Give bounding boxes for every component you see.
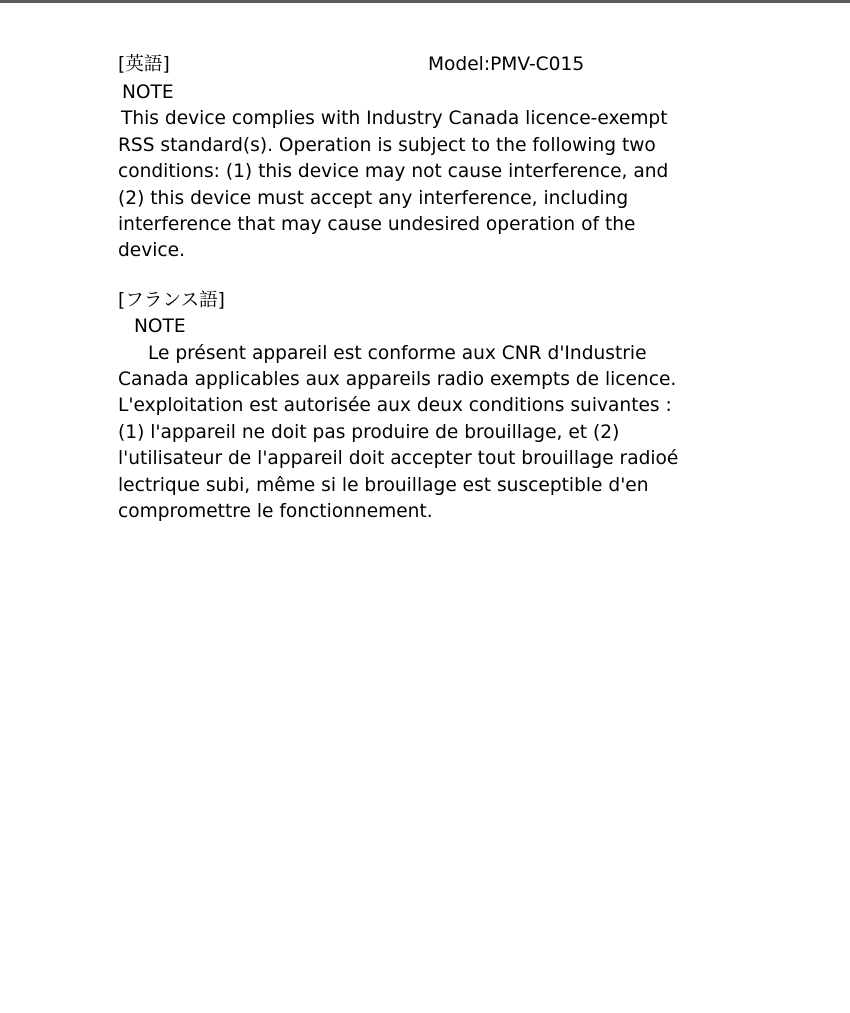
english-line: (2) this device must accept any interference, including xyxy=(118,187,629,209)
french-line: lectrique subi, même si le brouillage est susceptible d'en xyxy=(118,474,649,496)
english-line: RSS standard(s). Operation is subject to the following two xyxy=(118,134,656,156)
french-line: Canada applicables aux appareils radio exempts de licence. xyxy=(118,369,677,391)
english-line: conditions: (1) this device may not cause interference, and xyxy=(118,161,669,183)
top-border-rule xyxy=(0,0,850,3)
english-line: interference that may cause undesired operation of the xyxy=(118,214,636,236)
french-line: Le présent appareil est conforme aux CNR d'Industrie xyxy=(148,342,647,364)
english-line: device. xyxy=(118,240,185,262)
document-body xyxy=(118,52,728,526)
english-paragraph xyxy=(118,106,728,264)
french-note-heading: NOTE xyxy=(134,316,186,338)
english-header xyxy=(118,52,728,80)
english-note-heading: NOTE xyxy=(122,82,174,103)
french-line: (1) l'appareil ne doit pas produire de brouillage, et (2) xyxy=(118,421,620,443)
english-line: This device complies with Industry Canada licence-exempt xyxy=(121,108,668,130)
model-number: Model:PMV-C015 xyxy=(428,54,585,75)
french-line: L'exploitation est autorisée aux deux conditions suivantes : xyxy=(118,395,672,417)
french-paragraph xyxy=(118,341,728,526)
section-spacer xyxy=(118,265,728,288)
french-line: l'utilisateur de l'appareil doit accepter tout brouillage radioé xyxy=(118,448,679,470)
french-section-label: [フランス語] xyxy=(118,289,225,311)
french-line: compromettre le fonctionnement. xyxy=(118,501,433,523)
english-section-label: [英語] xyxy=(118,54,170,75)
